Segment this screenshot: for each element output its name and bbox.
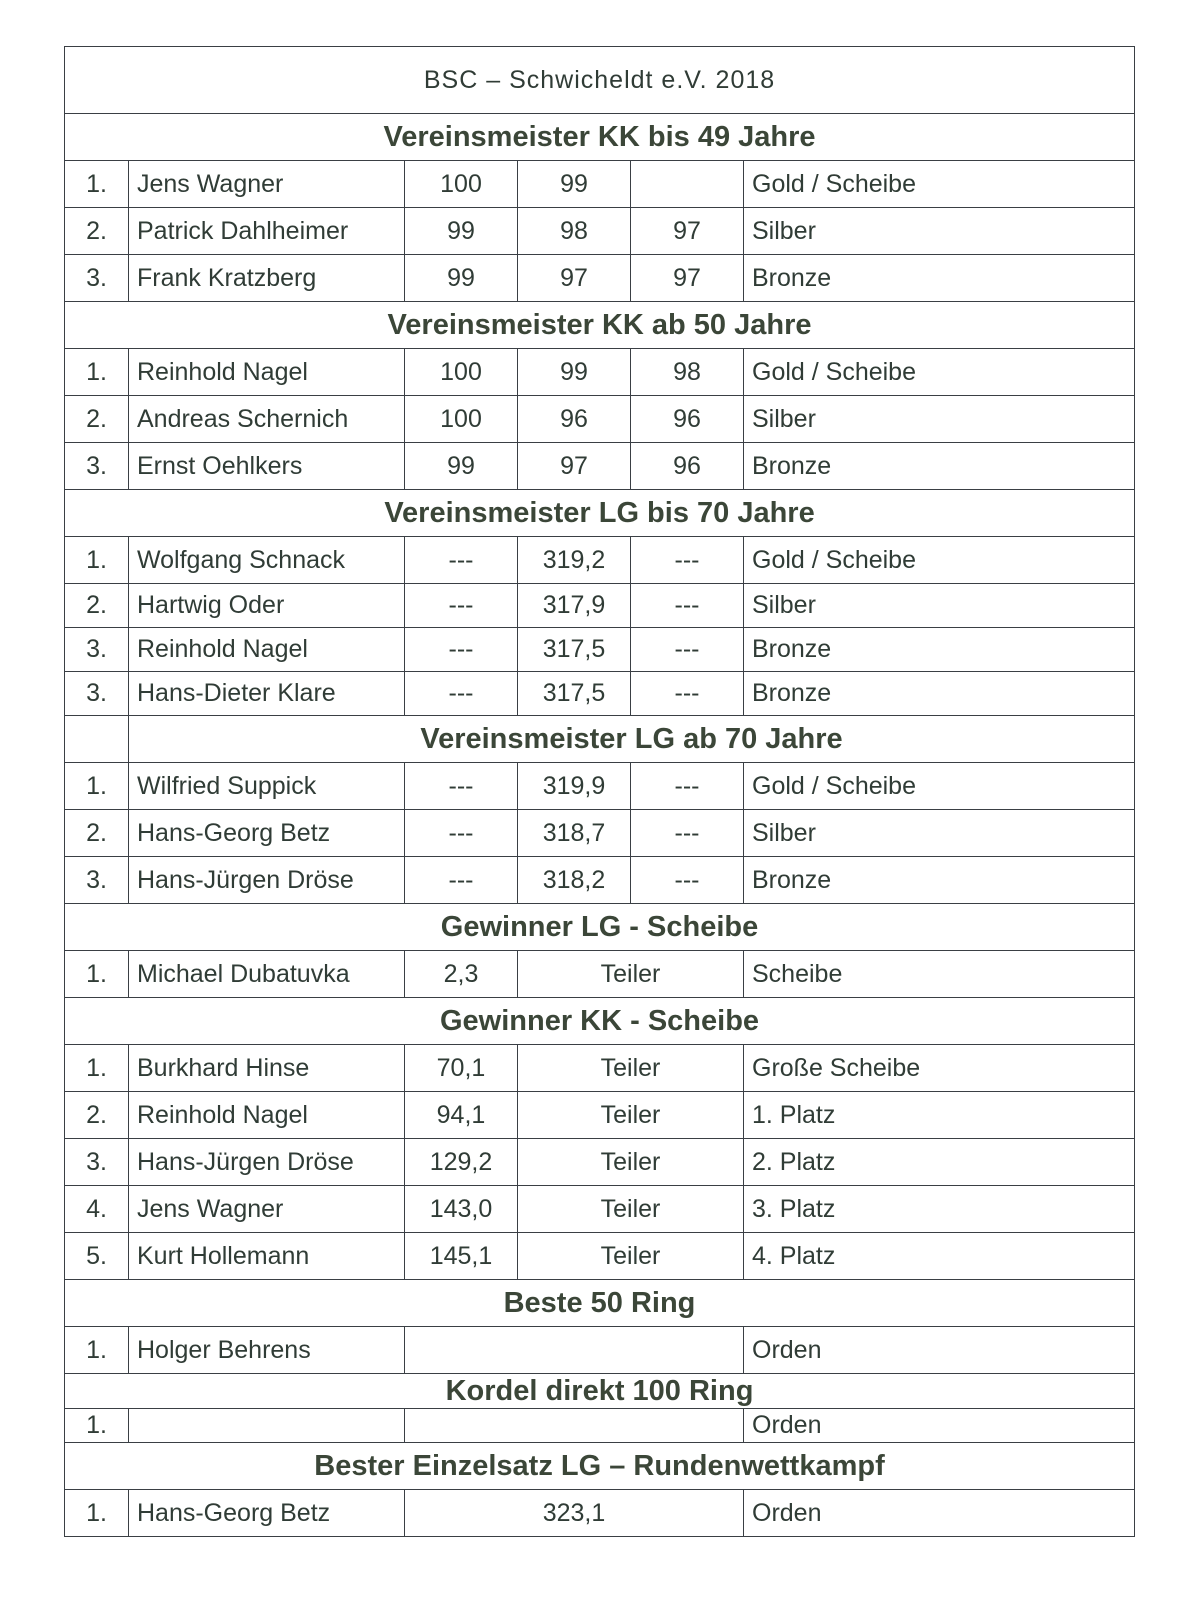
section-title: Kordel direkt 100 Ring (65, 1374, 1135, 1409)
rank-cell: 2. (65, 396, 129, 443)
award-cell: 3. Platz (744, 1186, 1135, 1233)
rank-cell: 1. (65, 1045, 129, 1092)
table-row (65, 1233, 1135, 1280)
name-cell: Hans-Jürgen Dröse (129, 857, 405, 904)
teiler-value-cell: 70,1 (405, 1045, 518, 1092)
name-cell: Wolfgang Schnack (129, 537, 405, 584)
score-3-cell: --- (631, 628, 744, 672)
table-row (65, 349, 1135, 396)
score-2-cell: 99 (518, 349, 631, 396)
section-title: Vereinsmeister KK bis 49 Jahre (65, 114, 1135, 161)
section-header (65, 1443, 1135, 1490)
rank-cell: 1. (65, 537, 129, 584)
award-cell: Silber (744, 584, 1135, 628)
name-cell: Michael Dubatuvka (129, 951, 405, 998)
score-3-cell: 97 (631, 255, 744, 302)
score-2-cell: 318,2 (518, 857, 631, 904)
name-cell (129, 1409, 405, 1443)
rank-cell: 1. (65, 1327, 129, 1374)
teiler-value-cell: 94,1 (405, 1092, 518, 1139)
rank-cell: 4. (65, 1186, 129, 1233)
score-3-cell: --- (631, 857, 744, 904)
section-title: Gewinner LG - Scheibe (65, 904, 1135, 951)
section-title: Gewinner KK - Scheibe (65, 998, 1135, 1045)
award-cell: 2. Platz (744, 1139, 1135, 1186)
score-1-cell: 99 (405, 443, 518, 490)
section-title: Bester Einzelsatz LG – Rundenwettkampf (65, 1443, 1135, 1490)
award-cell: Orden (744, 1409, 1135, 1443)
name-cell: Jens Wagner (129, 161, 405, 208)
section-header (65, 904, 1135, 951)
award-cell: Silber (744, 396, 1135, 443)
score-3-cell: 98 (631, 349, 744, 396)
rank-cell: 1. (65, 951, 129, 998)
name-cell: Ernst Oehlkers (129, 443, 405, 490)
unit-cell: Teiler (518, 1233, 744, 1280)
award-cell: Silber (744, 208, 1135, 255)
score-2-cell: 317,5 (518, 672, 631, 716)
name-cell: Reinhold Nagel (129, 628, 405, 672)
name-cell: Reinhold Nagel (129, 1092, 405, 1139)
rank-cell: 3. (65, 443, 129, 490)
name-cell: Hans-Dieter Klare (129, 672, 405, 716)
award-cell: Bronze (744, 857, 1135, 904)
table-row (65, 443, 1135, 490)
score-2-cell: 317,9 (518, 584, 631, 628)
award-cell: Orden (744, 1490, 1135, 1537)
award-cell: Gold / Scheibe (744, 763, 1135, 810)
rank-cell: 3. (65, 857, 129, 904)
award-cell: Bronze (744, 255, 1135, 302)
award-cell: Bronze (744, 672, 1135, 716)
score-2-cell: 99 (518, 161, 631, 208)
name-cell: Kurt Hollemann (129, 1233, 405, 1280)
section-header (65, 302, 1135, 349)
rank-cell: 3. (65, 672, 129, 716)
table-row (65, 537, 1135, 584)
award-cell: 1. Platz (744, 1092, 1135, 1139)
table-row (65, 1045, 1135, 1092)
section-title: Beste 50 Ring (65, 1280, 1135, 1327)
results-table (64, 46, 1135, 1537)
table-row (65, 255, 1135, 302)
name-cell: Frank Kratzberg (129, 255, 405, 302)
score-1-cell: --- (405, 628, 518, 672)
name-cell: Holger Behrens (129, 1327, 405, 1374)
score-3-cell: --- (631, 763, 744, 810)
rank-cell: 1. (65, 349, 129, 396)
section-title: Vereinsmeister LG bis 70 Jahre (65, 490, 1135, 537)
title-row (65, 47, 1135, 114)
score-3-cell: 96 (631, 443, 744, 490)
teiler-value-cell: 145,1 (405, 1233, 518, 1280)
value-cell (405, 1327, 744, 1374)
score-1-cell: 100 (405, 161, 518, 208)
rank-cell: 1. (65, 161, 129, 208)
table-row (65, 1092, 1135, 1139)
score-2-cell: 97 (518, 255, 631, 302)
award-cell: Gold / Scheibe (744, 537, 1135, 584)
name-cell: Hans-Georg Betz (129, 1490, 405, 1537)
section-header (65, 1374, 1135, 1409)
score-1-cell: 100 (405, 396, 518, 443)
page-title: BSC – Schwicheldt e.V. 2018 (65, 47, 1135, 114)
award-cell: 4. Platz (744, 1233, 1135, 1280)
score-2-cell: 319,2 (518, 537, 631, 584)
score-2-cell: 317,5 (518, 628, 631, 672)
name-cell: Wilfried Suppick (129, 763, 405, 810)
table-row (65, 1409, 1135, 1443)
table-row (65, 1186, 1135, 1233)
table-row (65, 208, 1135, 255)
name-cell: Hans-Georg Betz (129, 810, 405, 857)
unit-cell: Teiler (518, 1045, 744, 1092)
rank-cell: 1. (65, 763, 129, 810)
table-row (65, 584, 1135, 628)
score-1-cell: --- (405, 810, 518, 857)
rank-cell: 1. (65, 1490, 129, 1537)
award-cell: Orden (744, 1327, 1135, 1374)
award-cell: Bronze (744, 628, 1135, 672)
rank-cell: 2. (65, 208, 129, 255)
score-2-cell: 318,7 (518, 810, 631, 857)
section-header (65, 716, 1135, 763)
score-3-cell (631, 161, 744, 208)
score-1-cell: --- (405, 537, 518, 584)
table-row (65, 857, 1135, 904)
score-1-cell: 100 (405, 349, 518, 396)
rank-cell: 5. (65, 1233, 129, 1280)
teiler-value-cell: 2,3 (405, 951, 518, 998)
table-row (65, 763, 1135, 810)
unit-cell: Teiler (518, 951, 744, 998)
name-cell: Hans-Jürgen Dröse (129, 1139, 405, 1186)
section-header (65, 490, 1135, 537)
rank-cell: 2. (65, 584, 129, 628)
rank-cell: 2. (65, 1092, 129, 1139)
table-row (65, 810, 1135, 857)
table-row (65, 951, 1135, 998)
score-3-cell: 96 (631, 396, 744, 443)
value-cell (405, 1409, 744, 1443)
name-cell: Jens Wagner (129, 1186, 405, 1233)
score-3-cell: --- (631, 584, 744, 628)
unit-cell: Teiler (518, 1092, 744, 1139)
award-cell: Scheibe (744, 951, 1135, 998)
name-cell: Reinhold Nagel (129, 349, 405, 396)
section-title: Vereinsmeister LG ab 70 Jahre (129, 716, 1135, 763)
award-cell: Gold / Scheibe (744, 161, 1135, 208)
score-2-cell: 96 (518, 396, 631, 443)
rank-cell: 3. (65, 255, 129, 302)
teiler-value-cell: 143,0 (405, 1186, 518, 1233)
section-header (65, 998, 1135, 1045)
name-cell: Hartwig Oder (129, 584, 405, 628)
score-3-cell: --- (631, 537, 744, 584)
teiler-value-cell: 129,2 (405, 1139, 518, 1186)
name-cell: Andreas Schernich (129, 396, 405, 443)
score-2-cell: 319,9 (518, 763, 631, 810)
rank-cell: 2. (65, 810, 129, 857)
award-cell: Bronze (744, 443, 1135, 490)
unit-cell: Teiler (518, 1186, 744, 1233)
unit-cell: Teiler (518, 1139, 744, 1186)
score-1-cell: 99 (405, 255, 518, 302)
score-3-cell: --- (631, 810, 744, 857)
score-2-cell: 97 (518, 443, 631, 490)
table-row (65, 161, 1135, 208)
score-1-cell: 99 (405, 208, 518, 255)
table-row (65, 1327, 1135, 1374)
score-3-cell: --- (631, 672, 744, 716)
rank-cell: 1. (65, 1409, 129, 1443)
rank-cell: 3. (65, 1139, 129, 1186)
table-row (65, 1490, 1135, 1537)
name-cell: Burkhard Hinse (129, 1045, 405, 1092)
score-1-cell: --- (405, 763, 518, 810)
award-cell: Silber (744, 810, 1135, 857)
table-row (65, 396, 1135, 443)
score-1-cell: --- (405, 584, 518, 628)
score-1-cell: --- (405, 857, 518, 904)
score-1-cell: --- (405, 672, 518, 716)
rank-cell: 3. (65, 628, 129, 672)
empty-cell (65, 716, 129, 763)
table-row (65, 672, 1135, 716)
table-row (65, 1139, 1135, 1186)
section-header (65, 114, 1135, 161)
award-cell: Große Scheibe (744, 1045, 1135, 1092)
section-title: Vereinsmeister KK ab 50 Jahre (65, 302, 1135, 349)
name-cell: Patrick Dahlheimer (129, 208, 405, 255)
section-header (65, 1280, 1135, 1327)
award-cell: Gold / Scheibe (744, 349, 1135, 396)
score-2-cell: 98 (518, 208, 631, 255)
value-cell: 323,1 (405, 1490, 744, 1537)
table-row (65, 628, 1135, 672)
score-3-cell: 97 (631, 208, 744, 255)
